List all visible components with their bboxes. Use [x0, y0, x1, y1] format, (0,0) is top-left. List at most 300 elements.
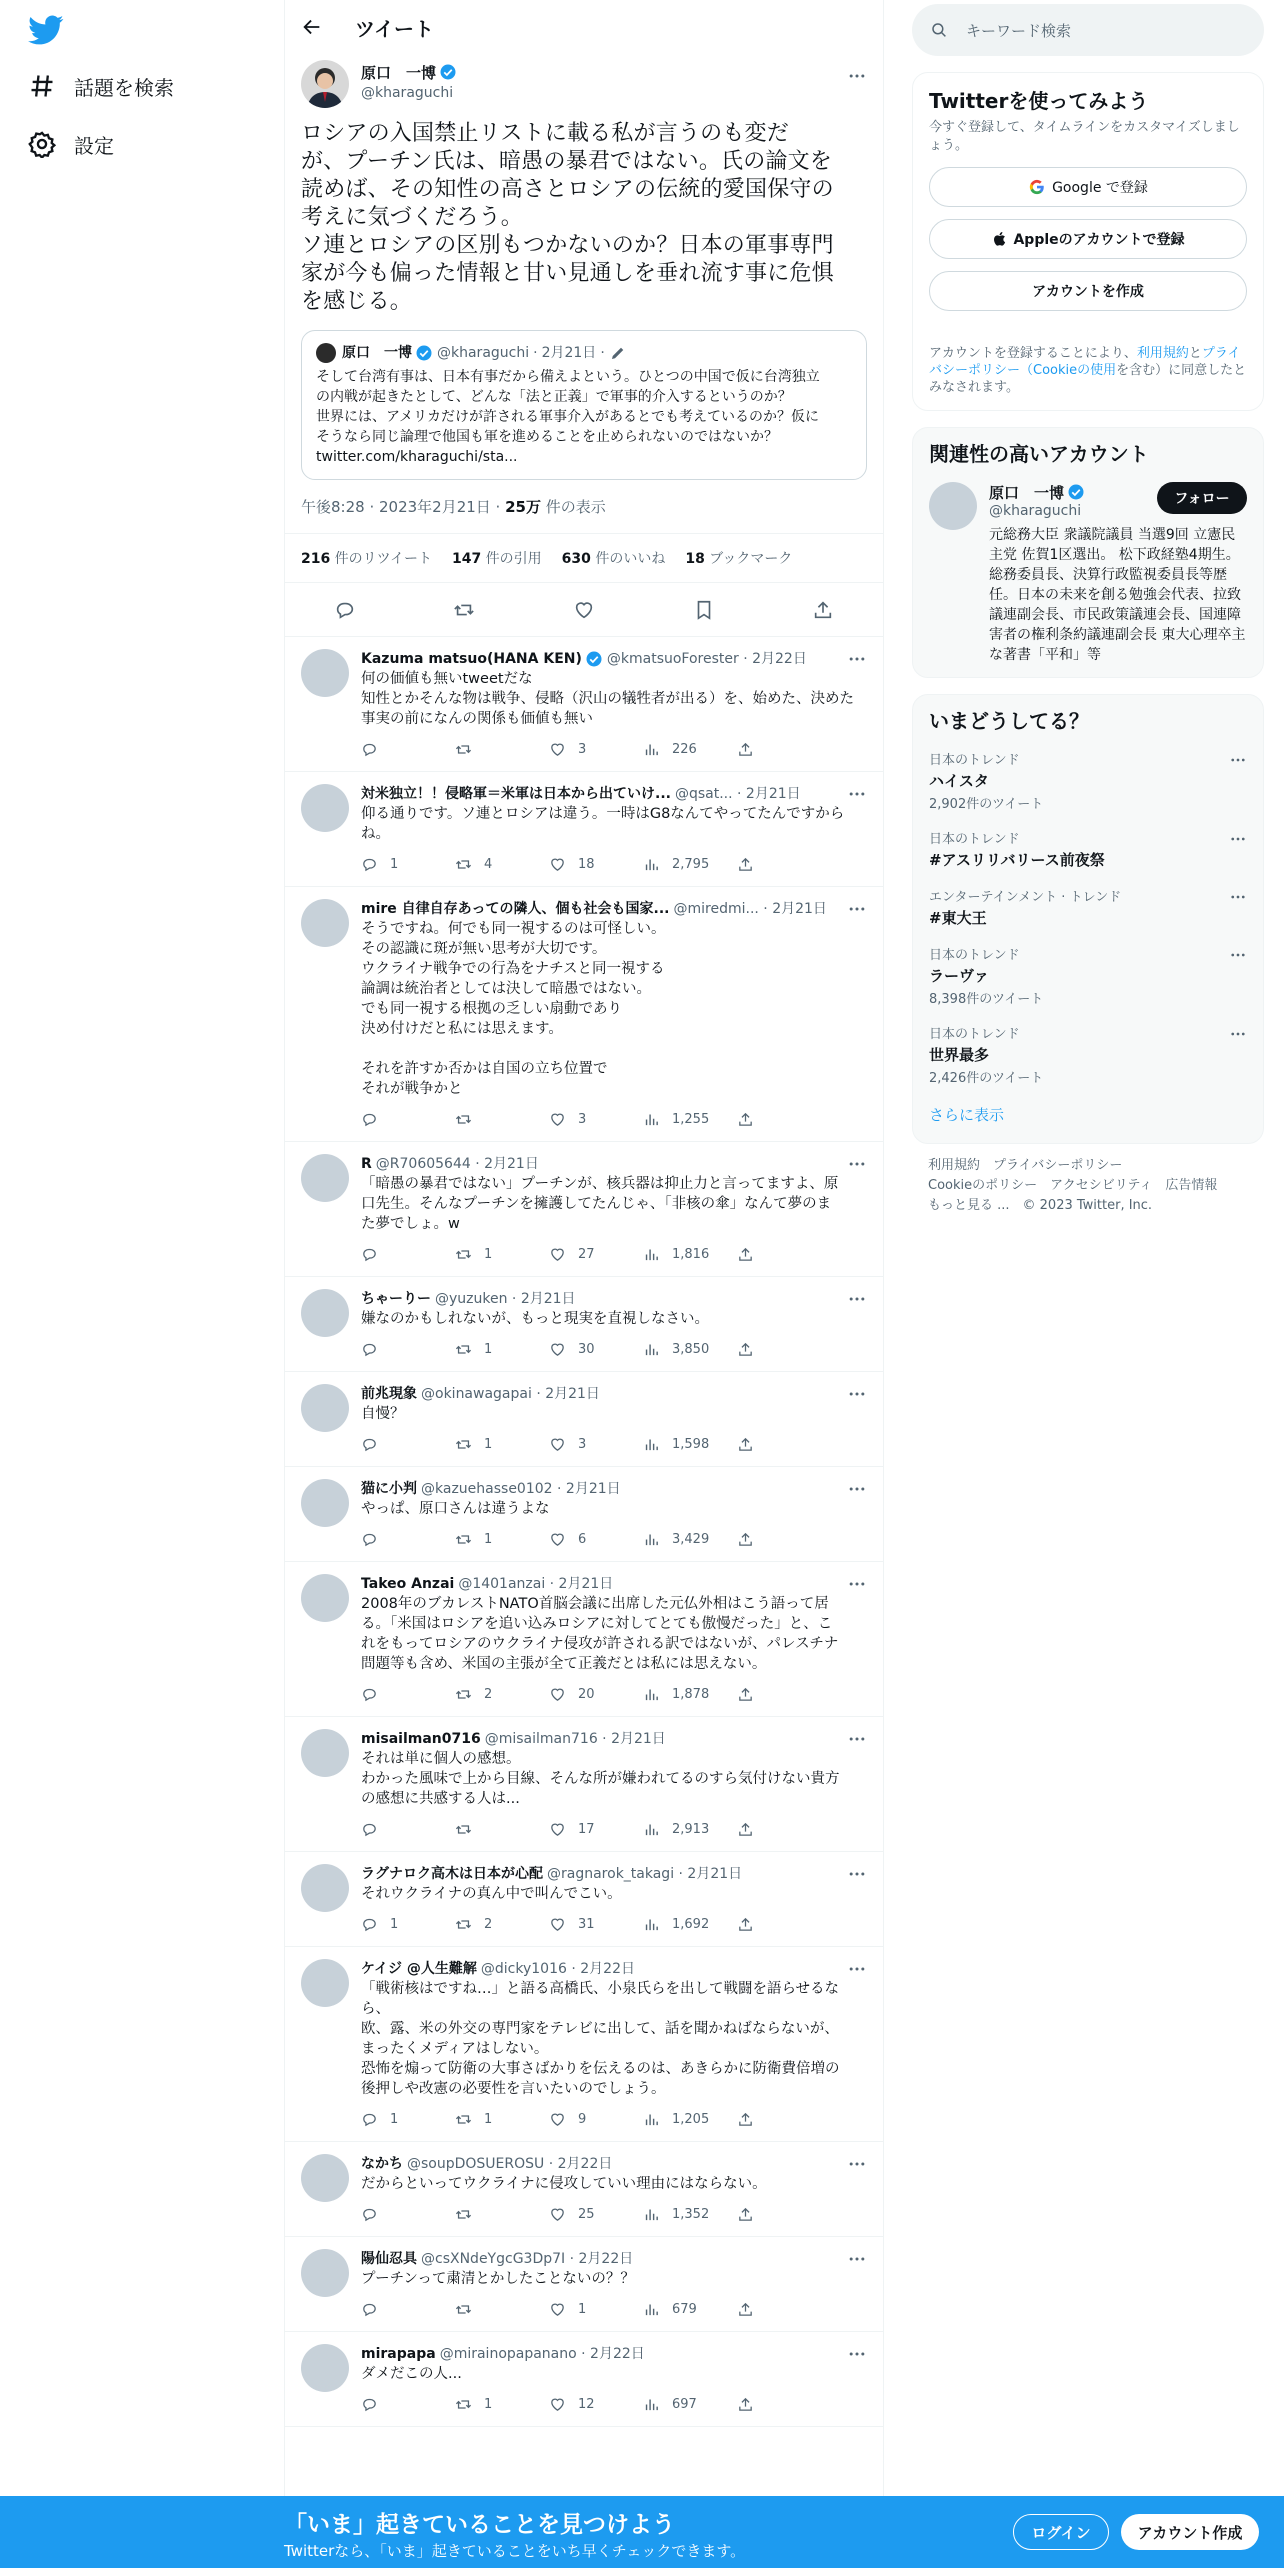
- heart-icon: [549, 1436, 566, 1453]
- retweet-button[interactable]: [455, 856, 549, 873]
- author-handle[interactable]: @kharaguchi: [361, 85, 454, 101]
- more-dots-icon[interactable]: [847, 1154, 867, 1174]
- trend-category: 日本のトレンド: [929, 1027, 1020, 1042]
- like-button[interactable]: [549, 1436, 643, 1453]
- share-icon: [737, 1246, 754, 1263]
- heart-icon: [549, 1111, 566, 1128]
- bookmark-stat[interactable]: [685, 548, 792, 568]
- reply-handle-date: @qsat... · 2月21日: [674, 786, 801, 802]
- like-button[interactable]: [549, 2206, 643, 2223]
- like-button[interactable]: [549, 2396, 643, 2413]
- avatar[interactable]: [301, 1384, 349, 1432]
- quote-author-name: 原口 一博: [342, 345, 412, 361]
- retweet-icon: [455, 2206, 472, 2223]
- avatar[interactable]: [301, 784, 349, 832]
- related-accounts-card: [912, 427, 1264, 678]
- more-dots-icon[interactable]: [847, 784, 867, 804]
- tweet-stats: [285, 534, 883, 583]
- reply-count: 1: [390, 2111, 399, 2127]
- share-icon: [737, 2396, 754, 2413]
- views-count: 1,255: [672, 1111, 710, 1127]
- trend-topic: ラーヴァ: [929, 967, 989, 985]
- like-count: 12: [578, 2396, 595, 2412]
- share-icon: [812, 599, 834, 621]
- reply-icon: [361, 741, 378, 758]
- reply-tweet[interactable]: [285, 1142, 883, 1277]
- create-account-label: アカウントを作成: [1032, 284, 1144, 300]
- reply-handle-date: @okinawagapai · 2月21日: [421, 1386, 600, 1402]
- like-button[interactable]: [549, 2301, 643, 2318]
- retweet-button[interactable]: [455, 1686, 549, 1703]
- retweet-count: 4: [484, 856, 493, 872]
- footer-line[interactable]: 利用規約 プライバシーポリシー: [928, 1158, 1123, 1173]
- retweet-button[interactable]: [455, 741, 549, 758]
- more-dots-icon[interactable]: [1229, 751, 1247, 769]
- page-header: [285, 0, 883, 54]
- retweet-icon: [455, 2301, 472, 2318]
- more-dots-icon[interactable]: [847, 1384, 867, 1404]
- share-icon: [737, 1686, 754, 1703]
- terms-text: アカウントを登録することにより、: [929, 346, 1137, 361]
- views-count: 1,205: [672, 2111, 710, 2127]
- retweet-button[interactable]: [455, 1341, 549, 1358]
- follow-button[interactable]: フォロー: [1157, 482, 1247, 514]
- views-button[interactable]: [643, 856, 737, 873]
- search-icon: [930, 21, 948, 39]
- avatar[interactable]: [301, 2154, 349, 2202]
- reply-icon: [361, 1246, 378, 1263]
- like-stat[interactable]: [562, 548, 666, 568]
- like-button[interactable]: [549, 1686, 643, 1703]
- reply-button[interactable]: [361, 1436, 455, 1453]
- share-button[interactable]: [737, 1111, 831, 1128]
- more-dots-icon[interactable]: [1229, 830, 1247, 848]
- share-button[interactable]: [737, 1246, 831, 1263]
- tweet-author: [285, 54, 883, 112]
- more-dots-icon[interactable]: [847, 1729, 867, 1749]
- retweet-button[interactable]: [455, 1111, 549, 1128]
- reply-tweet[interactable]: [285, 1947, 883, 2142]
- reply-text: そうですね。何でも同一視するのは可怪しい。 その認識に斑が無い思考が大切です。 ウクライナ戦争での行為をナチスと同一視する 論調は統治者としては決して暗愚ではない。 でも同一視する根拠の乏しい扇動であり 決め付けだと私には思えます。 それを許すか否かは自国の立ち位置で それが戦争かと: [361, 921, 666, 1097]
- hashtag-icon: [28, 72, 56, 100]
- share-button[interactable]: [737, 1531, 831, 1548]
- views-count: 3,850: [672, 1341, 710, 1357]
- footer-line[interactable]: もっと見る ... © 2023 Twitter, Inc.: [928, 1198, 1153, 1213]
- like-count-label: 件のいいね: [590, 551, 666, 567]
- reply-author-name[interactable]: 対米独立！！侵略軍＝米軍は日本から出ていけ...: [361, 786, 671, 802]
- like-button[interactable]: [549, 1916, 643, 1933]
- retweet-stat[interactable]: [301, 548, 432, 568]
- retweet-icon: [455, 1246, 472, 1263]
- reply-tweet[interactable]: [285, 2332, 883, 2427]
- like-button[interactable]: [549, 1531, 643, 1548]
- trend-item[interactable]: [929, 820, 1247, 878]
- avatar[interactable]: [301, 2249, 349, 2297]
- share-icon: [737, 1341, 754, 1358]
- apple-signup-label: Appleのアカウントで登録: [1013, 232, 1185, 248]
- share-button[interactable]: [737, 2111, 831, 2128]
- reply-handle-date: @soupDOSUEROSU · 2月22日: [407, 2156, 613, 2172]
- retweet-button[interactable]: [455, 2111, 549, 2128]
- related-title: 関連性の高いアカウント: [929, 442, 1149, 466]
- reply-handle-date: @kazuehasse0102 · 2月21日: [421, 1481, 621, 1497]
- reply-button[interactable]: [361, 856, 455, 873]
- google-icon: [1028, 178, 1046, 196]
- signup-card: [912, 72, 1264, 411]
- more-dots-icon[interactable]: [847, 1959, 867, 1979]
- quoted-tweet[interactable]: 原口 一博 @kharaguchi · 2月21日 · そして台湾有事は、日本有事だから備えよという。ひとつの中国で仮に台湾独立 の内戦が起きたとして、どんな「法と正義」で軍事的介入するというのか？ 世界には、アメリカだけが許される軍事介入があるとでも考えているのか？仮に そうなら同じ論理で他国も軍を進めることを止められないのではないか？ twitter.com/kharaguchi/sta...: [301, 330, 867, 480]
- signup-button[interactable]: アカウント作成: [1121, 2514, 1259, 2550]
- more-dots-icon[interactable]: [847, 1289, 867, 1309]
- retweet-button[interactable]: [455, 1436, 549, 1453]
- reply-author-name[interactable]: misailman0716: [361, 1731, 481, 1747]
- bottom-signup-bar: [0, 2496, 1284, 2568]
- views-button[interactable]: [643, 1111, 737, 1128]
- reply-button[interactable]: [361, 2396, 455, 2413]
- like-button[interactable]: [549, 1341, 643, 1358]
- share-button[interactable]: [737, 741, 831, 758]
- views-count: 679: [672, 2301, 697, 2317]
- search-input[interactable]: [912, 4, 1264, 56]
- reply-author-name[interactable]: ケイジ @人生難解: [361, 1961, 477, 1977]
- reply-button[interactable]: [334, 599, 356, 621]
- share-button[interactable]: [737, 1436, 831, 1453]
- avatar[interactable]: [301, 1479, 349, 1527]
- retweet-count: 1: [484, 1436, 493, 1452]
- share-button[interactable]: [737, 1821, 831, 1838]
- avatar[interactable]: [301, 2344, 349, 2392]
- reply-button[interactable]: [361, 2301, 455, 2318]
- like-count: 630: [561, 551, 591, 567]
- retweet-count: 2: [484, 1916, 493, 1932]
- share-button[interactable]: [812, 599, 834, 621]
- bookmark-count-label: ブックマーク: [704, 551, 793, 567]
- reply-icon: [361, 2396, 378, 2413]
- retweet-icon: [455, 1821, 472, 1838]
- reply-button[interactable]: [361, 1916, 455, 1933]
- retweet-count-label: 件のリツイート: [330, 551, 432, 567]
- share-button[interactable]: [737, 1686, 831, 1703]
- views-count: 226: [672, 741, 697, 757]
- like-button[interactable]: [573, 599, 595, 621]
- more-options-button[interactable]: [847, 66, 867, 86]
- retweet-button[interactable]: [455, 1246, 549, 1263]
- like-count: 20: [578, 1686, 595, 1702]
- google-signup-button[interactable]: [929, 167, 1247, 207]
- twitter-logo-icon[interactable]: [28, 12, 68, 52]
- trend-item[interactable]: [929, 741, 1247, 820]
- views-button[interactable]: [643, 1916, 737, 1933]
- verified-badge-icon: [439, 63, 457, 81]
- right-sidebar: [912, 0, 1264, 1228]
- avatar[interactable]: [301, 1959, 349, 2007]
- reply-author-name[interactable]: 猫に小判: [361, 1481, 417, 1497]
- reply-tweet[interactable]: [285, 2142, 883, 2237]
- reply-handle-date: @yuzuken · 2月21日: [435, 1291, 576, 1307]
- reply-author-name[interactable]: Takeo Anzai: [361, 1576, 455, 1592]
- more-dots-icon[interactable]: [847, 2154, 867, 2174]
- views-count: 697: [672, 2396, 697, 2412]
- terms-link[interactable]: 利用規約: [1136, 346, 1189, 361]
- reply-handle-date: @kmatsuoForester · 2月22日: [606, 651, 807, 667]
- reply-button[interactable]: [361, 741, 455, 758]
- retweet-button[interactable]: [453, 599, 475, 621]
- reply-icon: [361, 1341, 378, 1358]
- more-dots-icon[interactable]: [1229, 888, 1247, 906]
- nav-explore-label: 話題を検索: [74, 75, 174, 100]
- share-button[interactable]: [737, 2396, 831, 2413]
- avatar[interactable]: [301, 1864, 349, 1912]
- reply-actions: [361, 1819, 867, 1839]
- more-dots-icon[interactable]: [847, 2344, 867, 2364]
- reply-button[interactable]: [361, 1111, 455, 1128]
- share-icon: [737, 1821, 754, 1838]
- reply-button[interactable]: [361, 1341, 455, 1358]
- reply-handle-date: @misailman716 · 2月21日: [484, 1731, 666, 1747]
- reply-tweet[interactable]: [285, 887, 883, 1142]
- views-count: 1,352: [672, 2206, 710, 2222]
- avatar[interactable]: [301, 1729, 349, 1777]
- views-icon: [643, 1686, 660, 1703]
- like-count: 3: [578, 1436, 587, 1452]
- trend-item[interactable]: [929, 1015, 1247, 1094]
- signup-subtitle: 今すぐ登録して、タイムラインをカスタマイズしましょう。: [929, 120, 1240, 153]
- reply-button[interactable]: [361, 2111, 455, 2128]
- reply-tweet[interactable]: [285, 1852, 883, 1947]
- reply-icon: [361, 1916, 378, 1933]
- like-count: 18: [578, 856, 595, 872]
- more-dots-icon[interactable]: [847, 899, 867, 919]
- like-count: 6: [578, 1531, 587, 1547]
- reply-tweet[interactable]: [285, 1562, 883, 1717]
- views-button[interactable]: [643, 1341, 737, 1358]
- views-button[interactable]: [643, 1821, 737, 1838]
- share-button[interactable]: [737, 2206, 831, 2223]
- author-name[interactable]: 原口 一博: [361, 64, 437, 82]
- share-button[interactable]: [737, 2301, 831, 2318]
- related-account[interactable]: [929, 482, 1247, 665]
- views-button[interactable]: [643, 1246, 737, 1263]
- views-icon: [643, 2206, 660, 2223]
- share-button[interactable]: [737, 1341, 831, 1358]
- retweet-icon: [455, 856, 472, 873]
- avatar[interactable]: [301, 60, 349, 108]
- avatar[interactable]: [301, 649, 349, 697]
- reply-button[interactable]: [361, 2206, 455, 2223]
- retweet-count: 1: [484, 1531, 493, 1547]
- reply-icon: [361, 1686, 378, 1703]
- more-dots-icon[interactable]: [847, 649, 867, 669]
- reply-author-name[interactable]: 前兆現象: [361, 1386, 417, 1402]
- avatar[interactable]: [301, 1154, 349, 1202]
- search-placeholder: キーワード検索: [966, 21, 1072, 40]
- trend-item[interactable]: [929, 878, 1247, 936]
- avatar[interactable]: [929, 482, 977, 530]
- show-more-link[interactable]: さらに表示: [929, 1106, 1005, 1124]
- tweet-text: ロシアの入国禁止リストに載る私が言うのも変だ が、プーチン氏は、暗愚の暴君ではない。氏の論文を 読めば、その知性の高さとロシアの伝統的愛国保守の 考えに気づくだろう。 ソ連とロシアの区別もつかないのか？日本の軍事専門 家が今も偏った情報と甘い見通しを垂れ流す事に危惧 を感じる。: [301, 121, 834, 314]
- reply-author-name[interactable]: Kazuma matsuo(HANA KEN): [361, 651, 582, 667]
- quote-count: 147: [451, 551, 482, 567]
- trends-card: [912, 694, 1264, 1144]
- retweet-count: 1: [484, 2396, 493, 2412]
- reply-author-name[interactable]: なかち: [361, 2156, 403, 2172]
- like-button[interactable]: [549, 856, 643, 873]
- reply-author-name[interactable]: 陽仙忍具: [361, 2251, 417, 2267]
- view-count: 25万: [505, 498, 541, 516]
- login-button[interactable]: ログイン: [1013, 2514, 1109, 2550]
- reply-text: 仰る通りです。ソ連とロシアは違う。一時はG8なんてやってたんですから ね。: [361, 806, 845, 842]
- reply-actions: [361, 854, 867, 874]
- views-button[interactable]: [643, 2111, 737, 2128]
- share-icon: [737, 1111, 754, 1128]
- avatar[interactable]: [301, 1289, 349, 1337]
- bookmark-button[interactable]: [693, 599, 715, 621]
- share-icon: [737, 1916, 754, 1933]
- retweet-button[interactable]: [455, 1531, 549, 1548]
- view-count-label: 件の表示: [540, 498, 606, 516]
- footer-line[interactable]: Cookieのポリシー アクセシビリティ 広告情報: [928, 1178, 1218, 1193]
- reply-tweet[interactable]: [285, 637, 883, 772]
- retweet-button[interactable]: [455, 2206, 549, 2223]
- reply-icon: [361, 2206, 378, 2223]
- heart-icon: [573, 599, 595, 621]
- share-icon: [737, 856, 754, 873]
- reply-icon: [361, 1821, 378, 1838]
- avatar[interactable]: [301, 1574, 349, 1622]
- reply-tweet[interactable]: [285, 2237, 883, 2332]
- like-button[interactable]: [549, 1246, 643, 1263]
- views-icon: [643, 2301, 660, 2318]
- more-dots-icon[interactable]: [847, 2249, 867, 2269]
- reply-button[interactable]: [361, 1686, 455, 1703]
- trend-topic: #東大王: [929, 909, 987, 927]
- left-nav: [0, 0, 284, 2568]
- apple-icon: [991, 230, 1009, 248]
- views-icon: [643, 1436, 660, 1453]
- heart-icon: [549, 1341, 566, 1358]
- reply-author-name[interactable]: R: [361, 1156, 372, 1172]
- views-button[interactable]: [643, 1686, 737, 1703]
- reply-count: 1: [390, 1916, 399, 1932]
- views-button[interactable]: [643, 2396, 737, 2413]
- views-icon: [643, 1111, 660, 1128]
- nav-settings[interactable]: [28, 118, 114, 170]
- reply-author-name[interactable]: ラグナロク高木は日本が心配: [361, 1866, 543, 1882]
- reply-button[interactable]: [361, 1821, 455, 1838]
- like-button[interactable]: [549, 1821, 643, 1838]
- reply-tweet[interactable]: [285, 772, 883, 887]
- views-button[interactable]: [643, 2206, 737, 2223]
- reply-count: 1: [390, 856, 399, 872]
- reply-author-name[interactable]: mirapapa: [361, 2346, 436, 2362]
- reply-tweet[interactable]: [285, 1717, 883, 1852]
- views-icon: [643, 2111, 660, 2128]
- more-dots-icon[interactable]: [847, 1574, 867, 1594]
- bookmark-icon: [693, 599, 715, 621]
- more-dots-icon[interactable]: [1229, 1025, 1247, 1043]
- signup-title: Twitterを使ってみよう: [929, 89, 1149, 113]
- more-dots-icon[interactable]: [1229, 946, 1247, 964]
- like-count: 3: [578, 1111, 587, 1127]
- reply-list: [285, 637, 883, 2427]
- views-icon: [643, 1531, 660, 1548]
- retweet-icon: [455, 2111, 472, 2128]
- more-dots-icon[interactable]: [847, 1479, 867, 1499]
- reply-icon: [361, 2111, 378, 2128]
- share-button[interactable]: [737, 856, 831, 873]
- retweet-button[interactable]: [455, 2396, 549, 2413]
- avatar[interactable]: [301, 899, 349, 947]
- like-button[interactable]: [549, 2111, 643, 2128]
- like-button[interactable]: [549, 1111, 643, 1128]
- reply-button[interactable]: [361, 1246, 455, 1263]
- reply-author-name[interactable]: mire 自律自存あっての隣人、個も社会も国家...: [361, 901, 670, 917]
- views-button[interactable]: [643, 741, 737, 758]
- reply-icon: [361, 856, 378, 873]
- bookmark-count: 18: [685, 551, 705, 567]
- quote-count-label: 件の引用: [481, 551, 542, 567]
- heart-icon: [549, 856, 566, 873]
- retweet-count: 216: [301, 551, 331, 567]
- reply-tweet[interactable]: [285, 1467, 883, 1562]
- apple-signup-button[interactable]: [929, 219, 1247, 259]
- views-button[interactable]: [643, 1436, 737, 1453]
- share-icon: [737, 2206, 754, 2223]
- related-bio: 元総務大臣 衆議院議員 当選9回 立憲民主党 佐賀1区選出。 松下政経塾4期生。総務委員長、決算行政監視委員長等歴任。日本の未来を創る勉強会代表、拉致議連副会長、市民政策議連会長、国連障害者の権利条約議連副会長 東大心理卒主な著書「平和」等: [989, 527, 1246, 663]
- nav-explore[interactable]: [28, 60, 174, 112]
- like-count: 31: [578, 1916, 595, 1932]
- views-button[interactable]: [643, 2301, 737, 2318]
- trend-list: [929, 741, 1247, 1094]
- retweet-button[interactable]: [455, 2301, 549, 2318]
- back-button[interactable]: [301, 16, 323, 38]
- reply-author-name[interactable]: ちゃーりー: [361, 1291, 431, 1307]
- retweet-count: 2: [484, 1686, 493, 1702]
- share-button[interactable]: [737, 1916, 831, 1933]
- retweet-icon: [455, 1531, 472, 1548]
- footer-links: [912, 1144, 1264, 1228]
- related-name: 原口 一博: [989, 484, 1065, 502]
- heart-icon: [549, 1686, 566, 1703]
- trend-count: 2,426件のツイート: [929, 1071, 1044, 1086]
- views-button[interactable]: [643, 1531, 737, 1548]
- privacy-link[interactable]: プライバシーポリシー（Cookieの使用: [929, 346, 1241, 378]
- retweet-button[interactable]: [455, 1821, 549, 1838]
- retweet-icon: [455, 741, 472, 758]
- reply-actions: [361, 2204, 867, 2224]
- reply-actions: [361, 1339, 867, 1359]
- retweet-icon: [455, 1436, 472, 1453]
- like-button[interactable]: [549, 741, 643, 758]
- heart-icon: [549, 1531, 566, 1548]
- reply-button[interactable]: [361, 1531, 455, 1548]
- tweet-timestamp[interactable]: 午後8:28 · 2023年2月21日 ·: [301, 498, 506, 516]
- more-dots-icon[interactable]: [847, 1864, 867, 1884]
- views-icon: [643, 1246, 660, 1263]
- verified-badge-icon: [585, 650, 603, 668]
- share-icon: [737, 1531, 754, 1548]
- retweet-button[interactable]: [455, 1916, 549, 1933]
- reply-text: それウクライナの真ん中で叫んでこい。: [361, 1886, 622, 1902]
- reply-tweet[interactable]: [285, 1277, 883, 1372]
- create-account-button[interactable]: [929, 271, 1247, 311]
- like-count: 9: [578, 2111, 587, 2127]
- quote-stat[interactable]: [452, 548, 542, 568]
- reply-tweet[interactable]: [285, 1372, 883, 1467]
- reply-actions: [361, 2299, 867, 2319]
- main-column: [284, 0, 884, 2568]
- trend-item[interactable]: [929, 936, 1247, 1015]
